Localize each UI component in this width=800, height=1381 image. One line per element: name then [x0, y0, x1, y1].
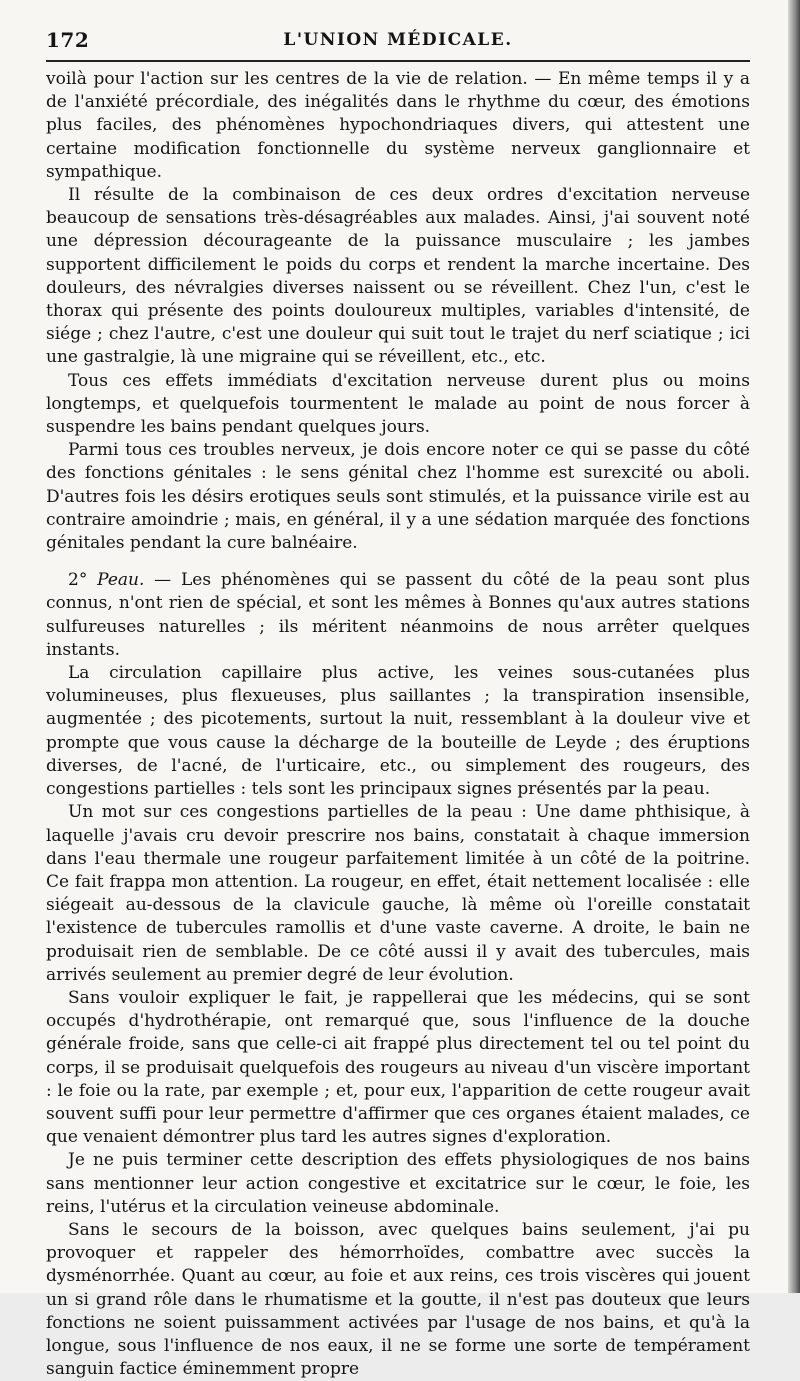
paragraph: Sans le secours de la boisson, avec quelques bains seulement, j'ai pu provoquer et rappeler des hémorrhoïdes, combattre avec succès la dysménorrhée. Quant au cœur, au foie et aux reins, ces trois viscères qui jouent un si grand rôle dans le rhumatisme et la goutte, il n'est pas douteux que leurs fonctions ne soient puissamment activées par l'usage de nos bains, et qu'à la longue, sous l'influence de nos eaux, il ne se forme une sorte de tempérament sanguin factice éminemment propre	[46, 1219, 750, 1380]
paragraph: La circulation capillaire plus active, les veines sous-cutanées plus volumineuses, plus flexueuses, plus saillantes ; la transpiration insensible, augmentée ; des picotements, surtout la nuit, ressemblant à la douleur vive et prompte que vous cause la décharge de la bouteille de Leyde ; des éruptions diverses, de l'acné, de l'urticaire, etc., ou simplement des rougeurs, des congestions partielles : tels sont les principaux signes présentés par la peau.	[46, 663, 750, 800]
section-paragraph	[46, 569, 750, 662]
running-head: L'UNION MÉDICALE.	[283, 30, 513, 50]
page-number: 172	[46, 28, 90, 52]
paragraph: voilà pour l'action sur les centres de la vie de relation. — En même temps il y a de l'anxiété précordiale, des inégalités dans le rhythme du cœur, des émotions plus faciles, des phénomènes hypochondriaques divers, qui attestent une certaine modification fonctionnelle du système nerveux ganglionnaire et sympathique.	[46, 69, 750, 182]
paragraph: Sans vouloir expliquer le fait, je rappellerai que les médecins, qui se sont occupés d'hydrothérapie, ont remarqué que, sous l'influence de la douche générale froide, sans que celle-ci ait frappé plus directement tel ou tel point du corps, il se produisait quelquefois des rougeurs au niveau d'un viscère important : le foie ou la rate, par exemple ; et, pour eux, l'apparition de cette rougeur avait souvent suffi pour leur permettre d'affirmer que ces organes étaient malades, ce que venaient démontrer plus tard les autres signes d'exploration.	[46, 987, 750, 1148]
section-number: 2°	[68, 570, 88, 591]
paragraph: Je ne puis terminer cette description des effets physiologiques de nos bains sans mentionner leur action congestive et excitatrice sur le cœur, le foie, les reins, l'utérus et la circulation veineuse abdominale.	[46, 1150, 750, 1217]
header-rule	[46, 60, 750, 62]
section-lead: — Les phénomènes qui se passent du côté de la peau sont plus connus, n'ont rien de spécial, et sont les mêmes à Bonnes qu'aux autres stations sulfureuses naturelles ; ils méritent néanmoins de nous arrêter quelques instants.	[46, 570, 750, 660]
body-text	[46, 68, 750, 1381]
paragraph: Tous ces effets immédiats d'excitation nerveuse durent plus ou moins longtemps, et quelquefois tourmentent le malade au point de nous forcer à suspendre les bains pendant quelques jours.	[46, 370, 750, 438]
section-heading: Peau.	[97, 570, 145, 591]
paragraph: Parmi tous ces troubles nerveux, je dois encore noter ce qui se passe du côté des fonctions génitales : le sens génital chez l'homme est surexcité ou aboli. D'autres fois les désirs erotiques seuls sont stimulés, et la puissance virile est au contraire amoindrie ; mais, en général, il y a une sédation marquée des fonctions génitales pendant la cure balnéaire.	[46, 440, 750, 554]
page-edge-shadow	[788, 0, 800, 1293]
page-header	[46, 26, 750, 56]
paragraph: Il résulte de la combinaison de ces deux ordres d'excitation nerveuse beaucoup de sensations très-désagréables aux malades. Ainsi, j'ai souvent noté une dépression décourageante de la puissance musculaire ; les jambes supportent difficilement le poids du corps et rendent la marche incertaine. Des douleurs, des névralgies diverses naissent ou se réveillent. Chez l'un, c'est le thorax qui présente des points douloureux multiples, variables d'intensité, de siége ; chez l'autre, c'est une douleur qui suit tout le trajet du nerf sciatique ; ici une gastralgie, là une migraine qui se réveillent, etc., etc.	[46, 185, 750, 368]
paragraph: Un mot sur ces congestions partielles de la peau : Une dame phthisique, à laquelle j'avais cru devoir prescrire nos bains, constatait à chaque immersion dans l'eau thermale une rougeur parfaitement limitée à un côté de la poitrine. Ce fait frappa mon attention. La rougeur, en effet, était nettement localisée : elle siégeait au-dessous de la clavicule gauche, là même où l'oreille constatait l'existence de tubercules ramollis et d'une vaste caverne. A droite, le bain ne produisait rien de semblable. De ce côté aussi il y avait des tubercules, mais arrivés seulement au premier degré de leur évolution.	[46, 802, 750, 985]
